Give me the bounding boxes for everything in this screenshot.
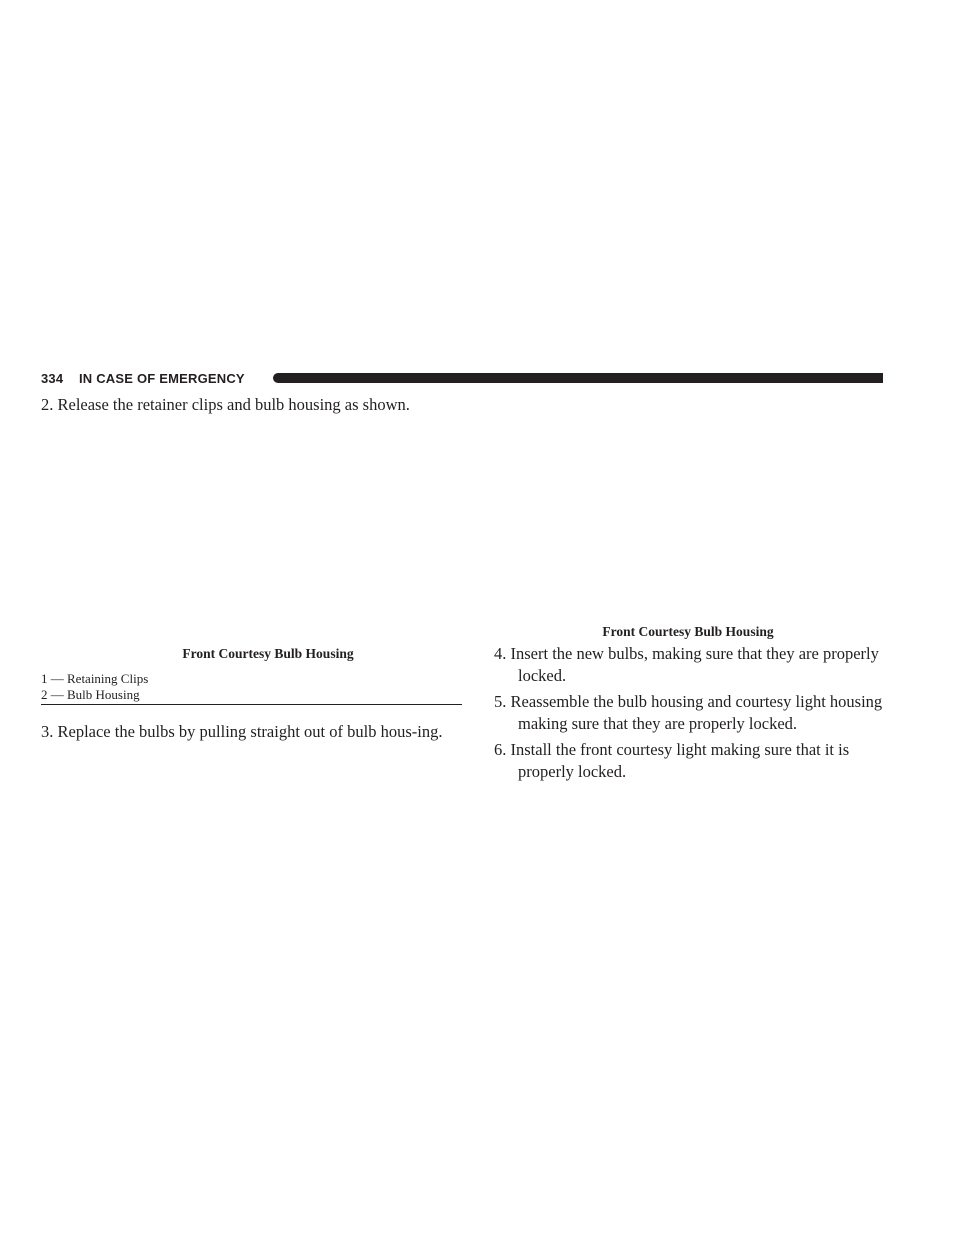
figure-left [41,420,461,638]
figure-right [494,420,882,616]
page-number: 334 [41,371,64,386]
step-3: 3. Replace the bulbs by pulling straight out of bulb hous-ing. [41,722,443,741]
figure-caption-right: Front Courtesy Bulb Housing [602,624,774,639]
section-title: IN CASE OF EMERGENCY [79,371,245,386]
legend-item: 1 — Retaining Clips [41,671,149,686]
header-rule [273,373,883,383]
running-header [41,370,883,388]
step-5: 5. Reassemble the bulb housing and courtesy light housing making sure that they are properly locked. [494,692,883,733]
step-6: 6. Install the front courtesy light making sure that it is properly locked. [494,740,850,781]
legend-rule [41,704,462,705]
legend-item: 2 — Bulb Housing [41,687,140,702]
figure-caption-left: Front Courtesy Bulb Housing [182,646,354,661]
figure-legend [41,671,461,703]
step-4: 4. Insert the new bulbs, making sure that they are properly locked. [494,644,879,685]
step-2: 2. Release the retainer clips and bulb housing as shown. [41,395,410,414]
